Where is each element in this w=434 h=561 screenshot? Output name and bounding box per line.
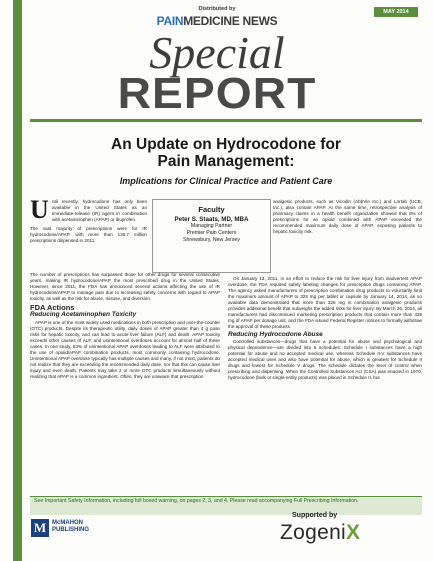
paragraph-fda-2011: On January 13, 2011, in an effort to reduce the risk for liver injury from inadvertent APAP overdose, the FDA required safety labeling changes for prescription drugs containing APAP. The agency asked manufacturers of prescription combination drug products to voluntarily limit the maximum amount of APAP to 325 mg per tablet or capsule by January 14, 2014, as no available data demonstrated that more than 325 mg in combination analgesic products provides additional benefit that outweighs the added risks for liver injury. By March 26, 2014, all manufacturers had discontinued marketing prescription products that contain more than 325 mg of APAP per dosage unit, and the FDA issued Federal Register notices to formally withdraw the approval of these products. [228,276,422,330]
intro-paragraph: ntil recently, hydrocodone has only been available in the United States as an immediate-release (IR) agent in combination with acetaminophen (APAP) or ibuprofen. [52,199,147,223]
article-subtitle: Implications for Clinical Practice and Patient Care [119,176,333,186]
article-title-line1: An Update on Hydrocodone for [111,136,341,153]
drop-cap: U [30,195,49,224]
faculty-heading: Faculty [198,205,225,214]
subheading-hydrocodone-abuse: Reducing Hydrocodone Abuse [228,330,323,338]
publisher-name-line2: PUBLISHING [52,527,90,533]
column2-body [228,276,422,383]
faculty-name: Peter S. Staats, MD, MBA [174,216,249,223]
paragraph-apap-toxicity: APAP is one of the most widely used medications in both prescription and over-the-counter (OTC) products. Despite its therapeutic utility, daily doses of APAP greater than 4 g pose risks for hepatic toxicity, and can lead to acute liver failure (ALF) and death. APAP toxicity exceeds other causes of ALF, and unintentional overdoses account for almost half of these cases. In one study, 63% of unintentional APAP overdoses leading to ALF were attributed to the use of opioid/APAP combination products, most commonly containing hydrocodone. Unintentional APAP overdose typically has multiple causes and many, if not most, patients do not realize that they are exceeding the recommended daily dose, nor that this can cause liver injury and even death. Patients may take 2 or more OTC products simultaneously without realizing that APAP is a common ingredient. Often, they are unaware that prescription [30,319,220,380]
faculty-location: Shrewsbury, New Jersey [183,237,240,243]
column2-top [273,199,422,236]
article-title-line2: Pain Management: [157,153,295,170]
subheading-acetaminophen: Reducing Acetaminophen Toxicity [30,311,137,319]
sponsor-name: Zogeni [280,521,347,544]
report-heading: REPORT [117,69,317,118]
faculty-org: Premier Pain Centers [186,230,237,236]
masthead-pain: PAIN [156,14,184,28]
sponsor-x: X [346,521,361,544]
distributed-by: Distributed by [198,6,236,12]
header-divider [30,119,422,122]
paragraph-prescriptions: The number of prescriptions has surpassed those for other drugs for several consecutive years, making IR hydrocodone/APAP the most prescribed drug in the United States. However, since 2011, the FDA has announced several actions affecting the use of IR hydrocodone/APAP to manage pain due to increasing safety concerns with regard to APAP toxicity, as well as the risk for abuse, misuse, and diversion. [30,272,220,302]
masthead-medicine-news: MEDICINE NEWS [183,14,278,28]
paragraph-analgesic: analgesic products, such as Vicodin (AbbVie Inc.) and Lortab (UCB, Inc.), also contain APAP. At the same time, retrospective analysis of pharmacy claims in a health benefit organization showed that 8% of prescriptions for an opioid combined with APAP exceeded the recommended maximum daily dose of APAP, exposing patients to hepatic toxicity risk. [273,199,422,235]
publisher-name-line1: McMAHON [52,520,83,526]
publisher-name [52,520,89,534]
intro-paragraph-cont: The vast majority of prescriptions were for IR hydrocodone/APAP, with more than 136.7 million prescriptions dispensed in 2011. [30,226,147,244]
faculty-box [152,199,271,273]
column1-body [30,272,220,381]
faculty-role: Managing Partner [190,223,233,229]
paragraph-controlled-substances: Controlled substances—drugs that have a potential for abuse and psychological and physical dependence—are divided into 5 schedules: Schedule I substances have a high potential for abuse and no accepted medical use, whereas Schedule II-V substances have accepted medical uses and also have potential for abuse, which is greatest for Schedule II drugs and lowest for Schedule V drugs. The schedule dictates the level of control when prescribing and dispensing. When the Controlled Substances Act (CSA) was enacted in 1970, hydrocodone (bulk or single-entity products) was placed in Schedule II, but [228,339,422,381]
sponsor-logo [280,521,360,545]
column1-intro-cont [30,226,147,245]
special-heading: Special [149,27,285,78]
publisher-logo-letter: M [33,520,47,535]
masthead [0,14,434,28]
supported-by-label: Supported by [292,512,338,519]
issue-date-badge: MAY 2014 [374,7,418,17]
column1-intro [52,199,147,224]
section-heading-fda: FDA Actions [30,303,75,313]
safety-notice: See Important Safety Information, including full boxed warning, on pages 2, 3, and 4. Please read accompanying Full Prescribing Information. [34,498,359,504]
article-title [30,136,422,170]
